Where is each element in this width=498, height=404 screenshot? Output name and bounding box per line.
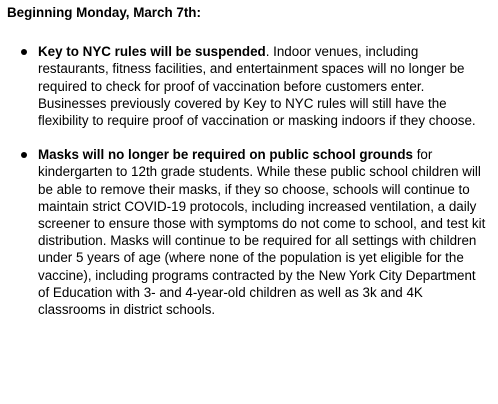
bullet-list [7, 43, 492, 318]
bullet-icon [21, 49, 27, 55]
list-item [7, 146, 492, 318]
list-item-text: for kindergarten to 12th grade students. While these public school children will be able to remove their masks, if they so choose, schools will continue to maintain strict COVID-19 protocols, including increased ventilation, a daily screener to ensure those with symptoms do not come to school, and test kit distribution. Masks will continue to be required for all settings with children under 5 years of age (where none of the population is yet eligible for the vaccine), including programs contracted by the New York City Department of Education with 3- and 4-year-old children as well as 3k and 4K classrooms in district schools. [38, 147, 486, 318]
list-item [7, 43, 492, 129]
list-item-lead: Key to NYC rules will be suspended [38, 44, 266, 60]
list-item-lead: Masks will no longer be required on public school grounds [38, 147, 413, 163]
document-heading: Beginning Monday, March 7th: [7, 5, 201, 20]
list-item-text: . Indoor venues, including restaurants, fitness facilities, and entertainment spaces will no longer be required to check for proof of vaccination before customers enter. Businesses previously covered by Key to NYC rules will still have the flexibility to require proof of vaccination or masking indoors if they choose. [38, 44, 476, 129]
bullet-icon [21, 152, 27, 158]
